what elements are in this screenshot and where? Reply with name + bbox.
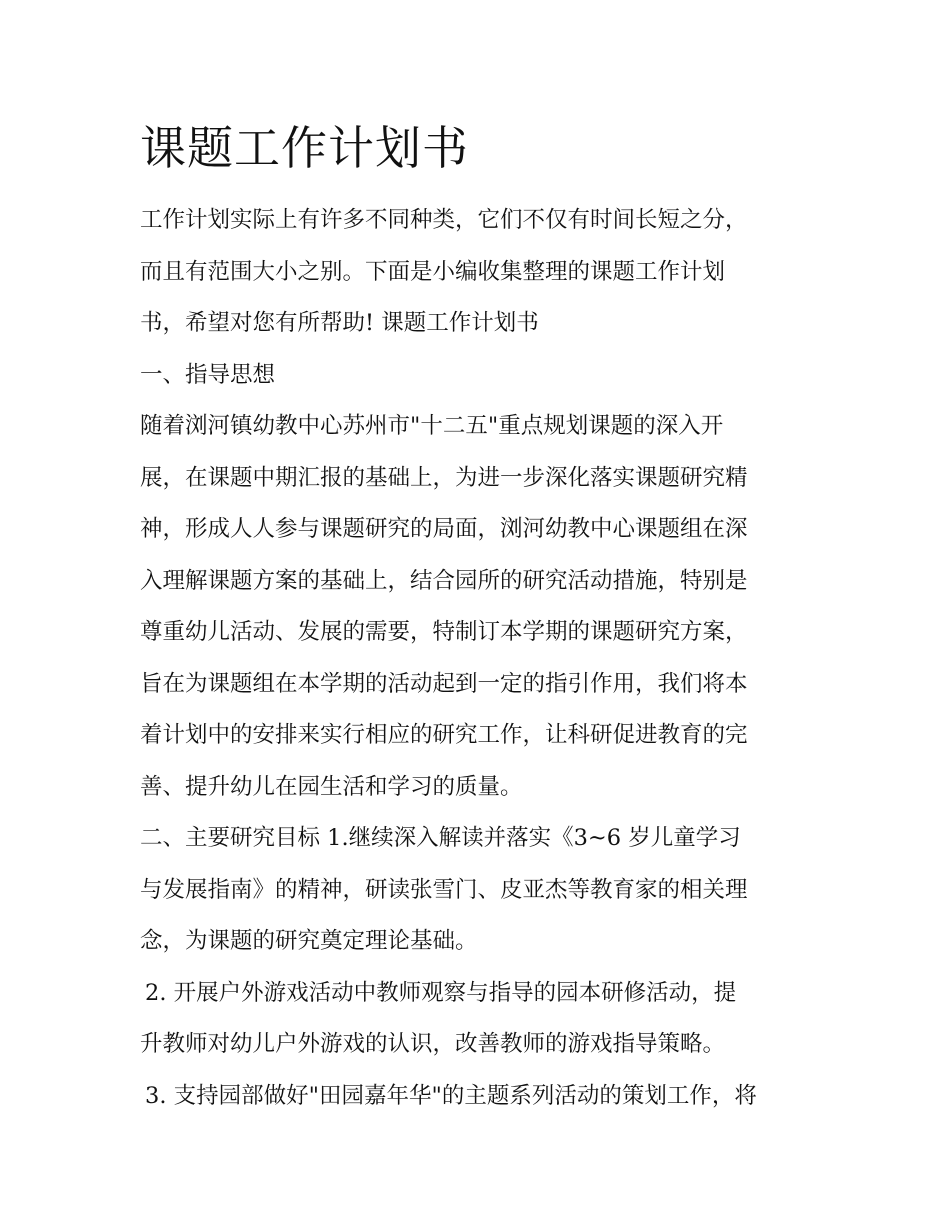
paragraph-line: 善、提升幼儿在园生活和学习的质量。 [140, 773, 523, 800]
section-heading-research-goals: 二、主要研究目标 1.继续深入解读并落实《3~6 岁儿童学习 [140, 825, 741, 851]
list-item-goal-3: 3. 支持园部做好"田园嘉年华"的主题系列活动的策划工作，将 [145, 1082, 757, 1109]
paragraph-line: 尊重幼儿活动、发展的需要，特制订本学期的课题研究方案， [140, 619, 748, 645]
document-body [140, 195, 820, 1122]
paragraph-line: 书，希望对您有所帮助! 课题工作计划书 [140, 310, 539, 336]
section-heading-guiding-thought: 一、指导思想 [140, 361, 276, 388]
paragraph-line: 展，在课题中期汇报的基础上，为进一步深化落实课题研究精 [140, 464, 748, 491]
paragraph-line: 着计划中的安排来实行相应的研究工作，让科研促进教育的完 [140, 722, 748, 748]
paragraph-line: 随着浏河镇幼教中心苏州市"十二五"重点规划课题的深入开 [140, 413, 724, 439]
paragraph-line: 与发展指南》的精神，研读张雪门、皮亚杰等教育家的相关理 [140, 876, 748, 903]
list-item-goal-2: 2. 开展户外游戏活动中教师观察与指导的园本研修活动，提 [145, 979, 737, 1006]
paragraph-line: 旨在为课题组在本学期的活动起到一定的指引作用，我们将本 [140, 670, 748, 697]
paragraph-line: 工作计划实际上有许多不同种类，它们不仅有时间长短之分， [140, 207, 748, 233]
paragraph-line: 念，为课题的研究奠定理论基础。 [140, 928, 478, 954]
document-title: 课题工作计划书 [140, 121, 469, 175]
paragraph-line: 升教师对幼儿户外游戏的认识，改善教师的游戏指导策略。 [140, 1031, 726, 1057]
paragraph-line: 神，形成人人参与课题研究的局面，浏河幼教中心课题组在深 [140, 516, 748, 542]
paragraph-line: 入理解课题方案的基础上，结合园所的研究活动措施，特别是 [140, 567, 748, 594]
paragraph-line: 而且有范围大小之别。下面是小编收集整理的课题工作计划 [140, 258, 726, 285]
